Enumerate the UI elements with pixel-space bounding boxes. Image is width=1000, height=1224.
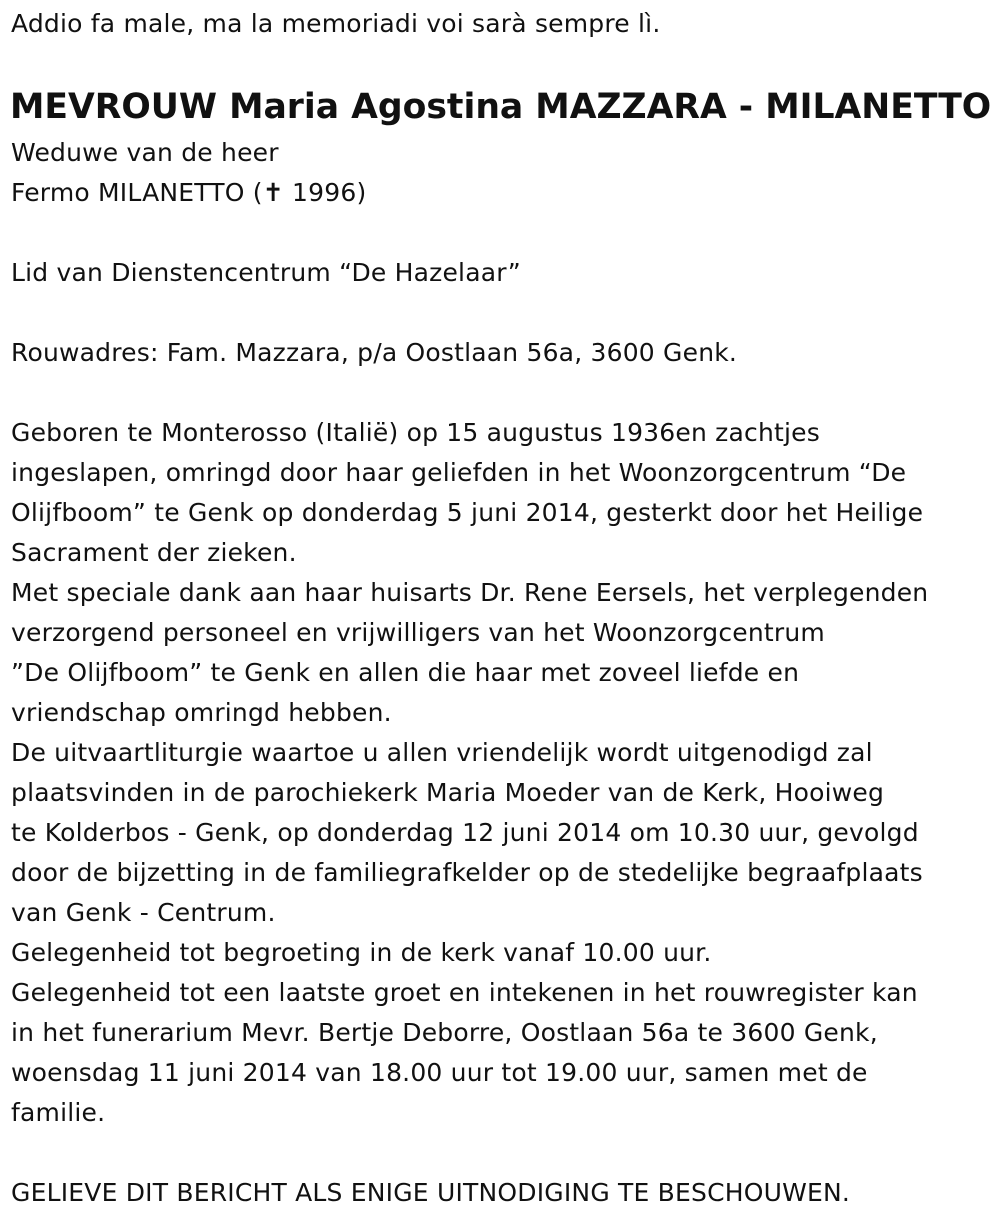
- body-line: Olijfboom” te Genk op donderdag 5 juni 2014, gesterkt door het Heilige: [11, 498, 924, 527]
- spouse-line-2: Fermo MILANETTO (✝ 1996): [11, 178, 367, 207]
- body-line: Sacrament der zieken.: [11, 538, 297, 567]
- body-line: Gelegenheid tot een laatste groet en intekenen in het rouwregister kan: [11, 978, 918, 1007]
- body-line: Geboren te Monterosso (Italië) op 15 augustus 1936en zachtjes: [11, 418, 820, 447]
- body-line: Met speciale dank aan haar huisarts Dr. Rene Eersels, het verplegenden: [11, 578, 929, 607]
- deceased-name-heading: MEVROUW Maria Agostina MAZZARA - MILANETTO: [10, 87, 992, 127]
- motto-text: Addio fa male, ma la memoriadi voi sarà sempre lì.: [11, 9, 661, 38]
- body-line: De uitvaartliturgie waartoe u allen vriendelijk wordt uitgenodigd zal: [11, 738, 873, 767]
- body-line: vriendschap omringd hebben.: [11, 698, 392, 727]
- spouse-line-1: Weduwe van de heer: [11, 138, 279, 167]
- body-line: familie.: [11, 1098, 106, 1127]
- membership-text: Lid van Dienstencentrum “De Hazelaar”: [11, 258, 521, 287]
- mourning-address: Rouwadres: Fam. Mazzara, p/a Oostlaan 56a, 3600 Genk.: [11, 338, 738, 367]
- body-line: in het funerarium Mevr. Bertje Deborre, Oostlaan 56a te 3600 Genk,: [11, 1018, 878, 1047]
- body-line: verzorgend personeel en vrijwilligers van het Woonzorgcentrum: [11, 618, 825, 647]
- body-line: te Kolderbos - Genk, op donderdag 12 juni 2014 om 10.30 uur, gevolgd: [11, 818, 919, 847]
- body-line: plaatsvinden in de parochiekerk Maria Moeder van de Kerk, Hooiweg: [11, 778, 885, 807]
- body-line: ingeslapen, omringd door haar geliefden in het Woonzorgcentrum “De: [11, 458, 907, 487]
- closing-notice: GELIEVE DIT BERICHT ALS ENIGE UITNODIGING TE BESCHOUWEN.: [11, 1178, 851, 1207]
- body-line: woensdag 11 juni 2014 van 18.00 uur tot 19.00 uur, samen met de: [11, 1058, 868, 1087]
- body-line: door de bijzetting in de familiegrafkelder op de stedelijke begraafplaats: [11, 858, 923, 887]
- body-line: Gelegenheid tot begroeting in de kerk vanaf 10.00 uur.: [11, 938, 712, 967]
- body-line: van Genk - Centrum.: [11, 898, 276, 927]
- body-line: ”De Olijfboom” te Genk en allen die haar met zoveel liefde en: [11, 658, 800, 687]
